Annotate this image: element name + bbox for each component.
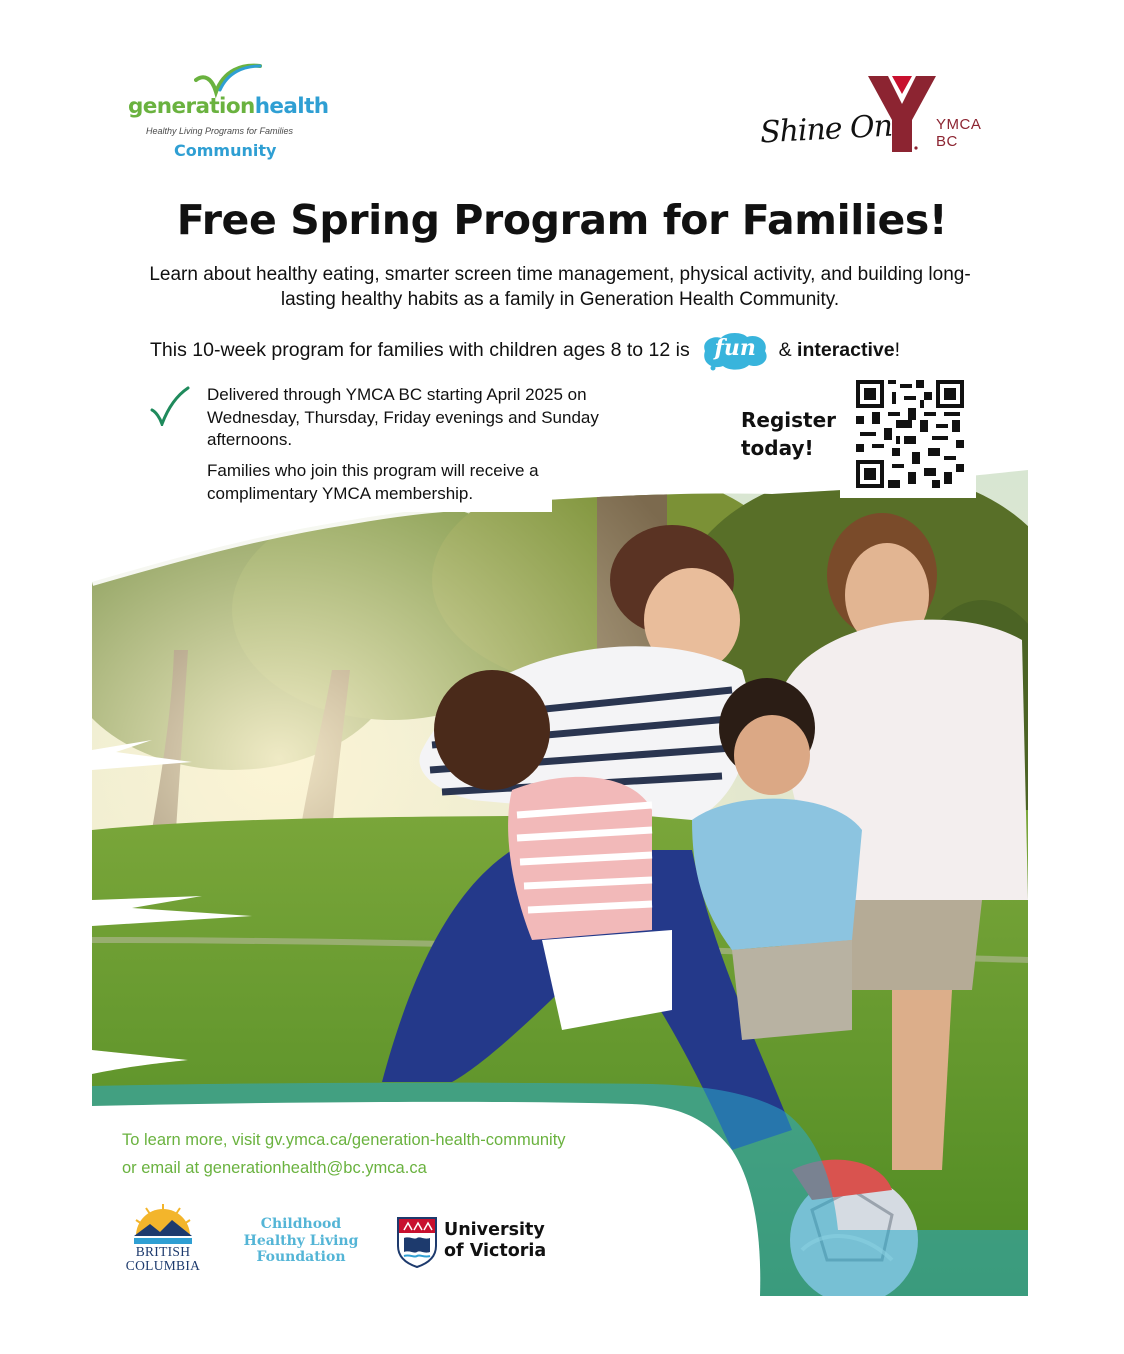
bullet-schedule-line: Wednesday, Thursday, Friday evenings and Sunday: [207, 407, 599, 427]
program-interactive: interactive: [797, 339, 895, 362]
ymca-bc-text: [936, 116, 981, 150]
bullet-membership-line: Families who join this program will receive a: [207, 461, 539, 480]
british-columbia-logo: [118, 1202, 208, 1282]
generation-health-logo: [128, 62, 328, 162]
generation-health-tagline: Healthy Living Programs for Families: [146, 126, 294, 136]
contact-info: [122, 1126, 566, 1182]
email-link[interactable]: or email at generationhealth@bc.ymca.ca: [122, 1159, 427, 1177]
bc-wordmark: [118, 1245, 208, 1273]
bullet-schedule-line: afternoons.: [207, 430, 293, 449]
generation-health-community: Community: [174, 141, 277, 160]
chlf-line: Childhood: [260, 1216, 342, 1232]
wordmark-health: health: [254, 94, 329, 119]
program-amp: &: [778, 339, 792, 362]
chlf-line: Healthy Living: [243, 1232, 359, 1249]
ymca-y-icon: [866, 74, 938, 154]
university-of-victoria-logo: [396, 1216, 576, 1272]
childhood-healthy-living-foundation-logo: [238, 1216, 364, 1266]
program-description: [150, 331, 1010, 371]
fun-label: fun: [714, 335, 756, 361]
register-call-to-action: [741, 406, 836, 462]
bullet-membership-line: complimentary YMCA membership.: [207, 483, 474, 503]
qr-code-icon[interactable]: [856, 380, 964, 488]
intro-paragraph: Learn about healthy eating, smarter screen time management, physical activity, and building long-lasting healthy habits as a family in Generation Health Community.: [149, 264, 971, 310]
fun-badge: [699, 331, 769, 371]
program-prefix: This 10-week program for families with children ages 8 to 12 is: [150, 339, 690, 362]
ymca-bc-logo: [758, 72, 998, 162]
shine-on-slogan: Shine On: [759, 108, 893, 151]
bc-sun-mountain-icon: [130, 1202, 196, 1246]
wordmark-generation: generation: [128, 94, 255, 119]
bullet-schedule-line: Delivered through YMCA BC starting April 2025 on: [207, 385, 587, 404]
page-title: Free Spring Program for Families!: [176, 196, 948, 244]
uvic-line: University: [444, 1220, 545, 1240]
chlf-line: Foundation: [256, 1249, 346, 1265]
bc-text: BC: [936, 133, 958, 150]
website-link[interactable]: To learn more, visit gv.ymca.ca/generation-health-community: [122, 1131, 566, 1149]
generation-health-arc-icon: [194, 62, 264, 98]
register-line: Register: [741, 408, 837, 432]
checkmark-icon: [150, 386, 190, 426]
register-line: today!: [741, 436, 814, 460]
generation-health-wordmark: [128, 94, 328, 119]
bc-line: COLUMBIA: [125, 1258, 201, 1273]
bullet-membership: [207, 460, 539, 505]
uvic-crest-icon: [396, 1216, 438, 1268]
program-exclaim: !: [894, 339, 901, 362]
uvic-wordmark: [444, 1220, 546, 1262]
ymca-text: YMCA: [936, 116, 982, 133]
bullet-schedule: [207, 384, 599, 452]
uvic-line: of Victoria: [444, 1241, 547, 1261]
bc-line: BRITISH: [135, 1244, 191, 1259]
